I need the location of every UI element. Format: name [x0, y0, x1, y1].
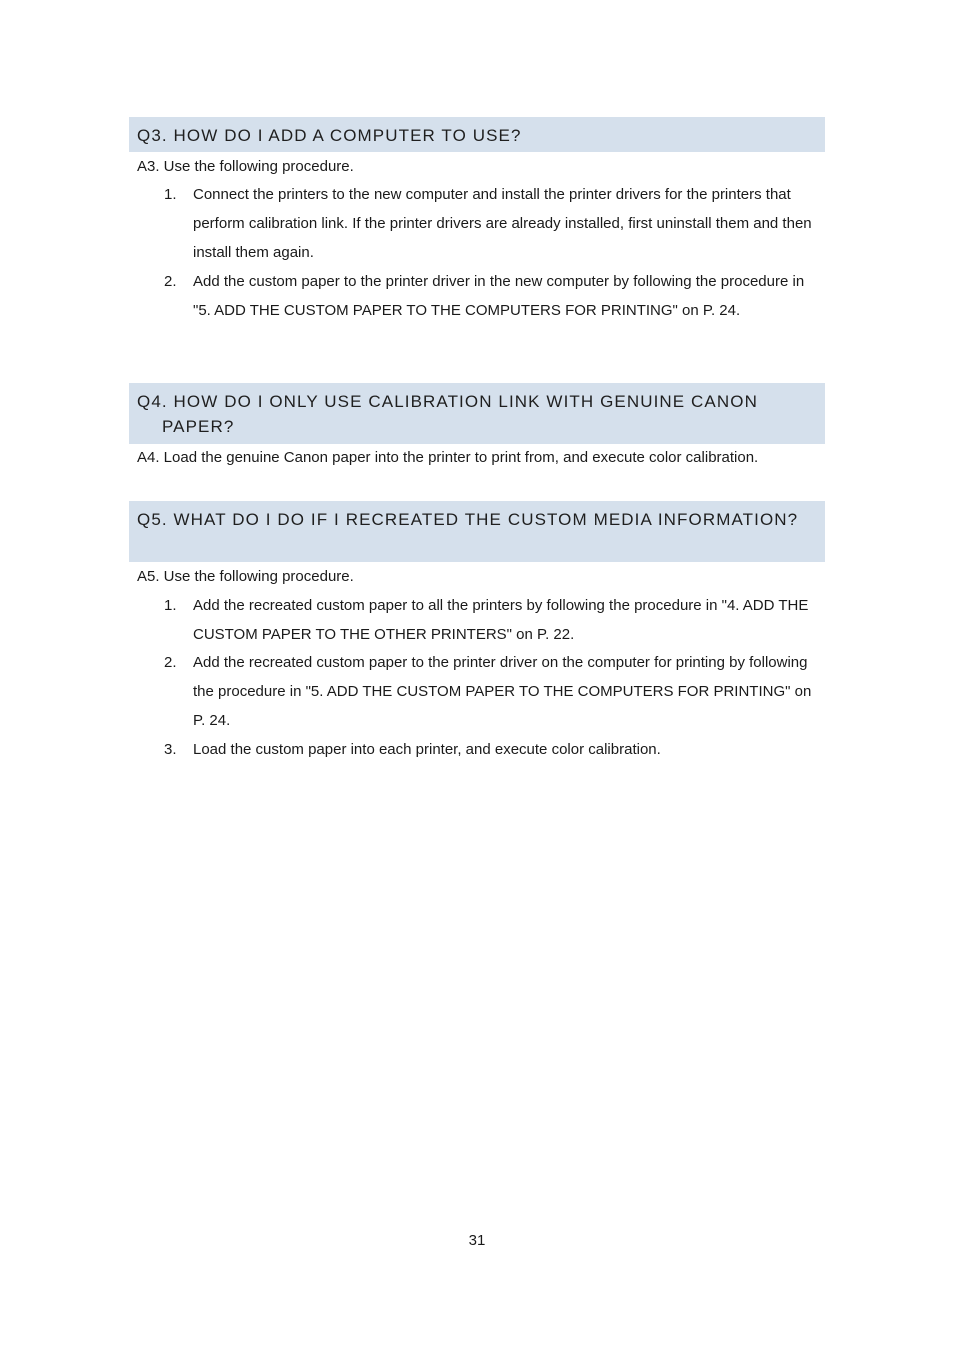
list-item-number: 1.	[164, 186, 177, 203]
list-item-number: 3.	[164, 741, 177, 758]
faq-heading-q3	[129, 117, 825, 152]
list-item	[164, 180, 824, 267]
heading-text: Q3. HOW DO I ADD A COMPUTER TO USE?	[137, 126, 522, 145]
list-item-text: Connect the printers to the new computer and install the printer drivers for the printers that perform calibration link. If the printer drivers are already installed, first uninstall them and then install them again.	[193, 186, 812, 261]
list-item-text: Load the custom paper into each printer, and execute color calibration.	[193, 741, 661, 758]
list-item	[164, 591, 824, 649]
list-item-number: 1.	[164, 597, 177, 614]
list-item-text: Add the custom paper to the printer driver in the new computer by following the procedure in "5. ADD THE CUSTOM PAPER TO THE COMPUTERS FOR PRINTING" on P. 24.	[193, 273, 805, 319]
list-item-text: Add the recreated custom paper to all the printers by following the procedure in "4. ADD THE CUSTOM PAPER TO THE OTHER PRINTERS" on P. 22.	[193, 597, 809, 643]
answer-a4: A4. Load the genuine Canon paper into the printer to print from, and execute color calibration.	[137, 449, 759, 466]
faq-heading-q5	[129, 501, 825, 562]
list-item	[164, 648, 824, 735]
list-item-text: Add the recreated custom paper to the printer driver on the computer for printing by following the procedure in "5. ADD THE CUSTOM PAPER TO THE COMPUTERS FOR PRINTING" on P. 24.	[193, 654, 812, 729]
heading-text: Q4. HOW DO I ONLY USE CALIBRATION LINK WITH GENUINE CANON PAPER?	[137, 392, 758, 436]
answer-a5: A5. Use the following procedure.	[137, 568, 354, 585]
list-item-number: 2.	[164, 273, 177, 290]
faq-heading-q4	[129, 383, 825, 444]
list-item-number: 2.	[164, 654, 177, 671]
list-item	[164, 267, 824, 325]
heading-text: Q5. WHAT DO I DO IF I RECREATED THE CUSTOM MEDIA INFORMATION?	[137, 510, 799, 529]
answer-a3: A3. Use the following procedure.	[137, 158, 354, 175]
list-item	[164, 735, 824, 764]
page-number: 31	[468, 1232, 486, 1249]
